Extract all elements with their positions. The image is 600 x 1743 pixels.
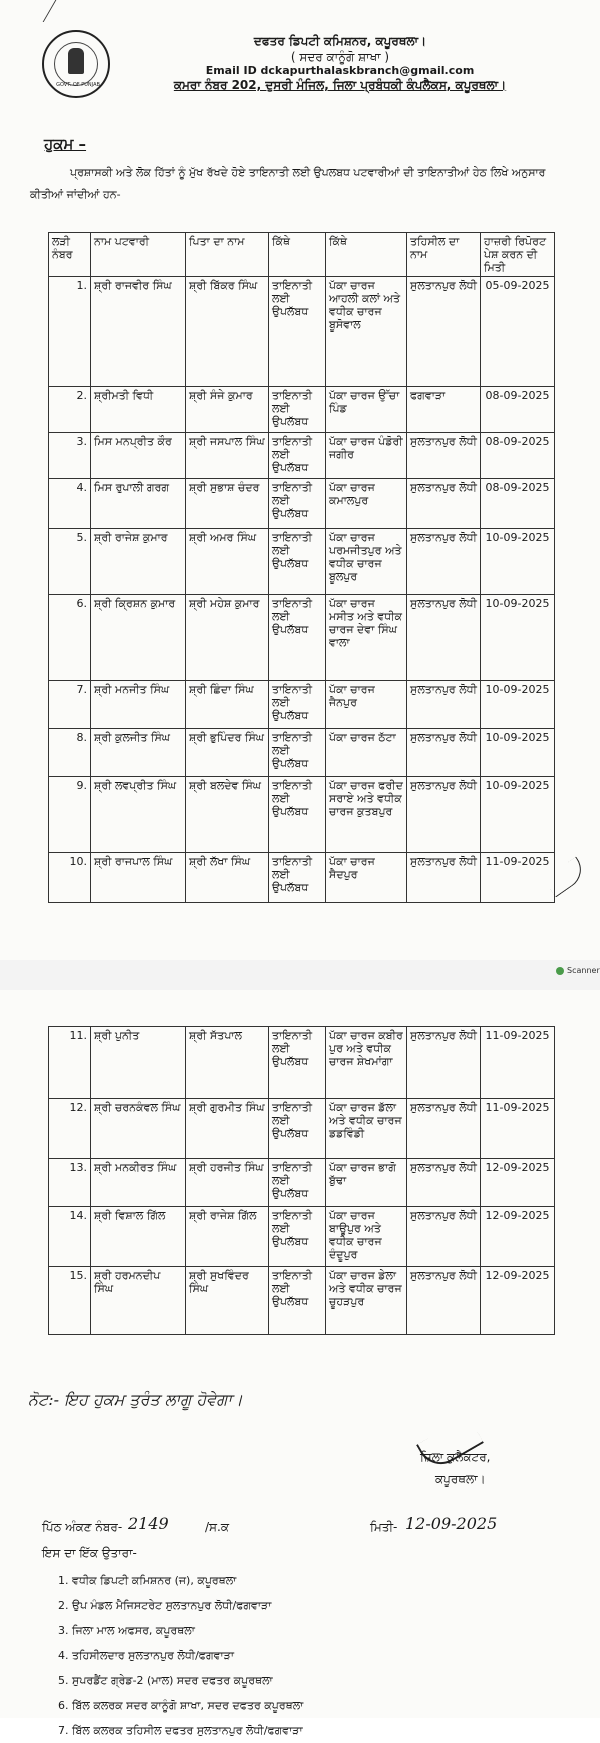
- father-name-cell: ਸ਼੍ਰੀ ਬਲਦੇਵ ਸਿੰਘ: [186, 777, 269, 853]
- posting-cell: ਪੱਕਾ ਚਾਰਜ ਸੈਦਪੁਰ: [326, 853, 407, 903]
- posting-cell: ਪੱਕਾ ਚਾਰਜ ਡੇਲਾ ਅਤੇ ਵਧੀਕ ਚਾਰਜ ਚੂਹੜਪੁਰ: [326, 1267, 407, 1335]
- endorsement-date-label: ਮਿਤੀ-: [370, 1520, 398, 1534]
- postings-table-part1: [48, 232, 555, 903]
- scanner-badge: Scanner: [556, 966, 600, 975]
- emblem-seal-icon: [42, 30, 110, 98]
- patwari-name-cell: ਸ਼੍ਰੀ ਮਨਜੀਤ ਸਿੰਘ: [91, 681, 186, 729]
- patwari-name-cell: ਸ਼੍ਰੀਮਤੀ ਵਿਧੀ: [91, 387, 186, 433]
- from-cell: ਤਾਇਨਾਤੀ ਲਈ ਉਪਲੱਬਧ: [269, 681, 326, 729]
- from-cell: ਤਾਇਨਾਤੀ ਲਈ ਉਪਲੱਬਧ: [269, 1267, 326, 1335]
- header-to: ਕਿੱਥੇ: [326, 233, 407, 277]
- copy-heading: ਇਸ ਦਾ ਇੱਕ ਉਤਾਰਾ-: [42, 1546, 137, 1560]
- report-date-cell: 10-09-2025: [481, 595, 555, 681]
- header-patwari-name: ਨਾਮ ਪਟਵਾਰੀ: [91, 233, 186, 277]
- posting-cell: ਪੱਕਾ ਚਾਰਜ ਡੱਲਾ ਅਤੇ ਵਧੀਕ ਚਾਰਜ ਡਡਵਿੰਡੀ: [326, 1099, 407, 1159]
- posting-cell: ਪੱਕਾ ਚਾਰਜ ਭਾਗੋ ਬੁੱਢਾ: [326, 1159, 407, 1207]
- from-cell: ਤਾਇਨਾਤੀ ਲਈ ਉਪਲੱਬਧ: [269, 777, 326, 853]
- table-row: [49, 681, 555, 729]
- table-row: [49, 1099, 555, 1159]
- branch-name: ( ਸਦਰ ਕਾਨੂੰਗੋ ਸ਼ਾਖਾ ): [290, 50, 390, 64]
- table-row: [49, 1207, 555, 1267]
- serial-cell: 11.: [49, 1027, 91, 1099]
- serial-cell: 9.: [49, 777, 91, 853]
- posting-cell: ਪੱਕਾ ਚਾਰਜ ਬਾਊਪੁਰ ਅਤੇ ਵਧੀਕ ਚਾਰਜ ਦੰਦੂਪੁਰ: [326, 1207, 407, 1267]
- patwari-name-cell: ਸ਼੍ਰੀ ਰਾਜਪਾਲ ਸਿੰਘ: [91, 853, 186, 903]
- father-name-cell: ਸ਼੍ਰੀ ਸੁਖਵਿੰਦਰ ਸਿੰਘ: [186, 1267, 269, 1335]
- from-cell: ਤਾਇਨਾਤੀ ਲਈ ਉਪਲੱਬਧ: [269, 387, 326, 433]
- table-row: [49, 529, 555, 595]
- serial-cell: 7.: [49, 681, 91, 729]
- serial-cell: 10.: [49, 853, 91, 903]
- table-row: [49, 1159, 555, 1207]
- father-name-cell: ਸ਼੍ਰੀ ਜਸਪਾਲ ਸਿੰਘ: [186, 433, 269, 479]
- report-date-cell: 10-09-2025: [481, 681, 555, 729]
- posting-cell: ਪੱਕਾ ਚਾਰਜ ਕਮਾਲਪੁਰ: [326, 479, 407, 529]
- copy-list-item: 2. ਉਪ ਮੰਡਲ ਮੈਜਿਸਟਰੇਟ ਸੁਲਤਾਨਪੁਰ ਲੋਧੀ/ਫਗਵਾੜਾ: [58, 1599, 272, 1612]
- serial-cell: 13.: [49, 1159, 91, 1207]
- report-date-cell: 08-09-2025: [481, 433, 555, 479]
- tehsil-cell: ਸੁਲਤਾਨਪੁਰ ਲੋਧੀ: [407, 1159, 481, 1207]
- posting-cell: ਪੱਕਾ ਚਾਰਜ ਪਰਮਜੀਤਪੁਰ ਅਤੇ ਵਧੀਕ ਚਾਰਜ ਬੂਲਪੁਰ: [326, 529, 407, 595]
- tehsil-cell: ਸੁਲਤਾਨਪੁਰ ਲੋਧੀ: [407, 529, 481, 595]
- tehsil-cell: ਫਗਵਾੜਾ: [407, 387, 481, 433]
- patwari-name-cell: ਮਿਸ ਮਨਪ੍ਰੀਤ ਕੌਰ: [91, 433, 186, 479]
- report-date-cell: 08-09-2025: [481, 479, 555, 529]
- patwari-name-cell: ਸ਼੍ਰੀ ਹਰਮਨਦੀਪ ਸਿੰਘ: [91, 1267, 186, 1335]
- header-serial: ਲੜੀ ਨੰਬਰ: [49, 233, 91, 277]
- report-date-cell: 12-09-2025: [481, 1159, 555, 1207]
- report-date-cell: 11-09-2025: [481, 853, 555, 903]
- report-date-cell: 10-09-2025: [481, 777, 555, 853]
- table-row: [49, 433, 555, 479]
- report-date-cell: 12-09-2025: [481, 1207, 555, 1267]
- from-cell: ਤਾਇਨਾਤੀ ਲਈ ਉਪਲੱਬਧ: [269, 853, 326, 903]
- serial-cell: 2.: [49, 387, 91, 433]
- table-row: [49, 1027, 555, 1099]
- address-line: ਕਮਰਾ ਨੰਬਰ 202, ਦੁਸਰੀ ਮੰਜਿਲ, ਜਿਲਾ ਪ੍ਰਬੰਧਕੀ ਕੰਪਲੈਕਸ, ਕਪੂਰਥਲਾ।: [173, 78, 507, 92]
- endorsement-number: 2149: [128, 1514, 169, 1533]
- copy-list-item: 4. ਤਹਿਸੀਲਦਾਰ ਸੁਲਤਾਨਪੁਰ ਲੋਧੀ/ਫਗਵਾੜਾ: [58, 1649, 234, 1662]
- header-report-date: ਹਾਜ਼ਰੀ ਰਿਪੋਰਟ ਪੇਸ਼ ਕਰਨ ਦੀ ਮਿਤੀ: [481, 233, 555, 277]
- posting-cell: ਪੱਕਾ ਚਾਰਜ ਜੈਨਪੁਰ: [326, 681, 407, 729]
- father-name-cell: ਸ਼੍ਰੀ ਲੱਖਾ ਸਿੰਘ: [186, 853, 269, 903]
- tehsil-cell: ਸੁਲਤਾਨਪੁਰ ਲੋਧੀ: [407, 1267, 481, 1335]
- posting-cell: ਪੱਕਾ ਚਾਰਜ ਉੱਚਾ ਪਿੰਡ: [326, 387, 407, 433]
- scanner-logo-icon: [556, 967, 564, 975]
- tehsil-cell: ਸੁਲਤਾਨਪੁਰ ਲੋਧੀ: [407, 595, 481, 681]
- father-name-cell: ਸ਼੍ਰੀ ਛਿੰਦਾ ਸਿੰਘ: [186, 681, 269, 729]
- tehsil-cell: ਸੁਲਤਾਨਪੁਰ ਲੋਧੀ: [407, 777, 481, 853]
- posting-cell: ਪੱਕਾ ਚਾਰਜ ਠੱਟਾ: [326, 729, 407, 777]
- table-row: [49, 595, 555, 681]
- page-gap: [0, 960, 600, 990]
- father-name-cell: ਸ਼੍ਰੀ ਭੁਪਿੰਦਰ ਸਿੰਘ: [186, 729, 269, 777]
- table-row: [49, 729, 555, 777]
- from-cell: ਤਾਇਨਾਤੀ ਲਈ ਉਪਲੱਬਧ: [269, 595, 326, 681]
- report-date-cell: 10-09-2025: [481, 729, 555, 777]
- patwari-name-cell: ਸ਼੍ਰੀ ਚਰਨਕੰਵਲ ਸਿੰਘ: [91, 1099, 186, 1159]
- from-cell: ਤਾਇਨਾਤੀ ਲਈ ਉਪਲੱਬਧ: [269, 1027, 326, 1099]
- tehsil-cell: ਸੁਲਤਾਨਪੁਰ ਲੋਧੀ: [407, 479, 481, 529]
- father-name-cell: ਸ਼੍ਰੀ ਰਾਜੇਸ਼ ਗਿੱਲ: [186, 1207, 269, 1267]
- order-title: ਹੁਕਮ –: [44, 135, 87, 153]
- tehsil-cell: ਸੁਲਤਾਨਪੁਰ ਲੋਧੀ: [407, 729, 481, 777]
- copy-list-item: 7. ਬਿੱਲ ਕਲਰਕ ਤਹਿਸੀਲ ਦਫਤਰ ਸੁਲਤਾਨਪੁਰ ਲੋਧੀ/ਫਗਵਾੜਾ: [58, 1724, 303, 1737]
- serial-cell: 6.: [49, 595, 91, 681]
- tehsil-cell: ਸੁਲਤਾਨਪੁਰ ਲੋਧੀ: [407, 853, 481, 903]
- table-row: [49, 777, 555, 853]
- father-name-cell: ਸ਼੍ਰੀ ਸੰਜੇ ਕੁਮਾਰ: [186, 387, 269, 433]
- patwari-name-cell: ਸ਼੍ਰੀ ਮਨਕੀਰਤ ਸਿੰਘ: [91, 1159, 186, 1207]
- from-cell: ਤਾਇਨਾਤੀ ਲਈ ਉਪਲੱਬਧ: [269, 1099, 326, 1159]
- from-cell: ਤਾਇਨਾਤੀ ਲਈ ਉਪਲੱਬਧ: [269, 1159, 326, 1207]
- header-father-name: ਪਿਤਾ ਦਾ ਨਾਮ: [186, 233, 269, 277]
- father-name-cell: ਸ਼੍ਰੀ ਸੁਭਾਸ਼ ਚੰਦਰ: [186, 479, 269, 529]
- report-date-cell: 12-09-2025: [481, 1267, 555, 1335]
- father-name-cell: ਸ਼੍ਰੀ ਸੱਤਪਾਲ: [186, 1027, 269, 1099]
- father-name-cell: ਸ਼੍ਰੀ ਅਮਰ ਸਿੰਘ: [186, 529, 269, 595]
- header-tehsil: ਤਹਿਸੀਲ ਦਾ ਨਾਮ: [407, 233, 481, 277]
- copy-list-item: 5. ਸੁਪਰਡੈਂਟ ਗ੍ਰੇਡ-2 (ਮਾਲ) ਸਦਰ ਦਫਤਰ ਕਪੂਰਥਲਾ: [58, 1674, 273, 1687]
- serial-cell: 12.: [49, 1099, 91, 1159]
- email-line: Email ID dckapurthalaskbranch@gmail.com: [205, 64, 475, 77]
- endorsement-label: ਪਿੱਠ ਅੰਕਣ ਨੰਬਰ-: [42, 1520, 123, 1534]
- father-name-cell: ਸ਼੍ਰੀ ਗੁਰਮੀਤ ਸਿੰਘ: [186, 1099, 269, 1159]
- signatory-designation: ਜ਼ਿਲਾ ਕੁਲੈਕਟਰ,: [420, 1450, 491, 1464]
- table-row: [49, 479, 555, 529]
- table-row: [49, 853, 555, 903]
- from-cell: ਤਾਇਨਾਤੀ ਲਈ ਉਪਲੱਬਧ: [269, 479, 326, 529]
- table-row: [49, 387, 555, 433]
- report-date-cell: 10-09-2025: [481, 529, 555, 595]
- copy-list: [58, 1568, 303, 1743]
- table-row: [49, 277, 555, 387]
- order-intro: ਪ੍ਰਸ਼ਾਸਕੀ ਅਤੇ ਲੋਕ ਹਿੱਤਾਂ ਨੂੰ ਮੁੱਖ ਰੱਖਦੇ ਹੋਏ ਤਾਇਨਾਤੀ ਲਈ ਉਪਲਬਧ ਪਟਵਾਰੀਆਂ ਦੀ ਤਾਇਨਾਤੀਆਂ ਹੇਠ ਲਿਖੇ ਅਨੁਸਾਰ ਕੀਤੀਆਂ ਜਾਂਦੀਆਂ ਹਨ-: [30, 166, 546, 201]
- serial-cell: 3.: [49, 433, 91, 479]
- father-name-cell: ਸ਼੍ਰੀ ਮਹੇਸ਼ ਕੁਮਾਰ: [186, 595, 269, 681]
- report-date-cell: 11-09-2025: [481, 1027, 555, 1099]
- from-cell: ਤਾਇਨਾਤੀ ਲਈ ਉਪਲੱਬਧ: [269, 1207, 326, 1267]
- tehsil-cell: ਸੁਲਤਾਨਪੁਰ ਲੋਧੀ: [407, 1027, 481, 1099]
- patwari-name-cell: ਸ਼੍ਰੀ ਲਵਪ੍ਰੀਤ ਸਿੰਘ: [91, 777, 186, 853]
- emblem-text: GOVT. OF PUNJAB: [56, 82, 100, 88]
- serial-cell: 4.: [49, 479, 91, 529]
- copy-list-item: 3. ਜਿਲਾ ਮਾਲ ਅਫਸਰ, ਕਪੂਰਥਲਾ: [58, 1624, 195, 1637]
- endorsement-suffix: /ਸ.ਕ: [205, 1520, 230, 1534]
- tehsil-cell: ਸੁਲਤਾਨਪੁਰ ਲੋਧੀ: [407, 277, 481, 387]
- report-date-cell: 11-09-2025: [481, 1099, 555, 1159]
- tehsil-cell: ਸੁਲਤਾਨਪੁਰ ਲੋਧੀ: [407, 433, 481, 479]
- father-name-cell: ਸ਼੍ਰੀ ਬਿੱਕਰ ਸਿੰਘ: [186, 277, 269, 387]
- father-name-cell: ਸ਼੍ਰੀ ਹਰਜੀਤ ਸਿੰਘ: [186, 1159, 269, 1207]
- serial-cell: 8.: [49, 729, 91, 777]
- copy-list-item: 6. ਬਿੱਲ ਕਲਰਕ ਸਦਰ ਕਾਨੂੰਗੋ ਸ਼ਾਖਾ, ਸਦਰ ਦਫਤਰ ਕਪੂਰਥਲਾ: [58, 1699, 304, 1712]
- from-cell: ਤਾਇਨਾਤੀ ਲਈ ਉਪਲੱਬਧ: [269, 433, 326, 479]
- patwari-name-cell: ਸ਼੍ਰੀ ਪੁਨੀਤ: [91, 1027, 186, 1099]
- report-date-cell: 05-09-2025: [481, 277, 555, 387]
- office-title: ਦਫਤਰ ਡਿਪਟੀ ਕਮਿਸ਼ਨਰ, ਕਪੂਰਥਲਾ।: [253, 34, 427, 48]
- posting-cell: ਪੱਕਾ ਚਾਰਜ ਪੰਡੋਰੀ ਜਗੀਰ: [326, 433, 407, 479]
- patwari-name-cell: ਸ਼੍ਰੀ ਰਾਜੇਸ਼ ਕੁਮਾਰ: [91, 529, 186, 595]
- handwritten-note: ਨੋਟ:- ਇਹ ਹੁਕਮ ਤੁਰੰਤ ਲਾਗੂ ਹੋਵੇਗਾ।: [28, 1390, 243, 1409]
- patwari-name-cell: ਸ਼੍ਰੀ ਰਾਜਵੀਰ ਸਿੰਘ: [91, 277, 186, 387]
- serial-cell: 15.: [49, 1267, 91, 1335]
- tehsil-cell: ਸੁਲਤਾਨਪੁਰ ਲੋਧੀ: [407, 1099, 481, 1159]
- serial-cell: 5.: [49, 529, 91, 595]
- copy-list-item: 1. ਵਧੀਕ ਡਿਪਟੀ ਕਮਿਸ਼ਨਰ (ਜ), ਕਪੂਰਥਲਾ: [58, 1574, 237, 1587]
- endorsement-date: 12-09-2025: [405, 1514, 498, 1533]
- signatory-place: ਕਪੂਰਥਲਾ।: [435, 1472, 486, 1486]
- lion-capital-icon: [68, 48, 84, 74]
- posting-cell: ਪੱਕਾ ਚਾਰਜ ਆਹਲੀ ਕਲਾਂ ਅਤੇ ਵਧੀਕ ਚਾਰਜ ਬੂਸੋਵਾਲ: [326, 277, 407, 387]
- report-date-cell: 08-09-2025: [481, 387, 555, 433]
- patwari-name-cell: ਸ਼੍ਰੀ ਵਿਸ਼ਾਲ ਗਿੱਲ: [91, 1207, 186, 1267]
- postings-table-part2: [48, 1026, 555, 1335]
- patwari-name-cell: ਸ਼੍ਰੀ ਕੁਲਜੀਤ ਸਿੰਘ: [91, 729, 186, 777]
- patwari-name-cell: ਸ਼੍ਰੀ ਕ੍ਰਿਸ਼ਨ ਕੁਮਾਰ: [91, 595, 186, 681]
- serial-cell: 14.: [49, 1207, 91, 1267]
- header-from: ਕਿੱਥੇ: [269, 233, 326, 277]
- tehsil-cell: ਸੁਲਤਾਨਪੁਰ ਲੋਧੀ: [407, 681, 481, 729]
- table-row: [49, 1267, 555, 1335]
- posting-cell: ਪੱਕਾ ਚਾਰਜ ਕਬੀਰ ਪੁਰ ਅਤੇ ਵਧੀਕ ਚਾਰਜ ਸ਼ੇਖਮਾਂਗਾ: [326, 1027, 407, 1099]
- table-header-row: [49, 233, 555, 277]
- from-cell: ਤਾਇਨਾਤੀ ਲਈ ਉਪਲੱਬਧ: [269, 729, 326, 777]
- patwari-name-cell: ਮਿਸ ਰੁਪਾਲੀ ਗਰਗ: [91, 479, 186, 529]
- tehsil-cell: ਸੁਲਤਾਨਪੁਰ ਲੋਧੀ: [407, 1207, 481, 1267]
- from-cell: ਤਾਇਨਾਤੀ ਲਈ ਉਪਲੱਬਧ: [269, 277, 326, 387]
- posting-cell: ਪੱਕਾ ਚਾਰਜ ਫਰੀਦ ਸਰਾਏ ਅਤੇ ਵਧੀਕ ਚਾਰਜ ਕੁਤਬਪੁਰ: [326, 777, 407, 853]
- serial-cell: 1.: [49, 277, 91, 387]
- from-cell: ਤਾਇਨਾਤੀ ਲਈ ਉਪਲੱਬਧ: [269, 529, 326, 595]
- posting-cell: ਪੱਕਾ ਚਾਰਜ ਮਸੀਤ ਅਤੇ ਵਧੀਕ ਚਾਰਜ ਦੇਵਾ ਸਿੰਘ ਵਾਲਾ: [326, 595, 407, 681]
